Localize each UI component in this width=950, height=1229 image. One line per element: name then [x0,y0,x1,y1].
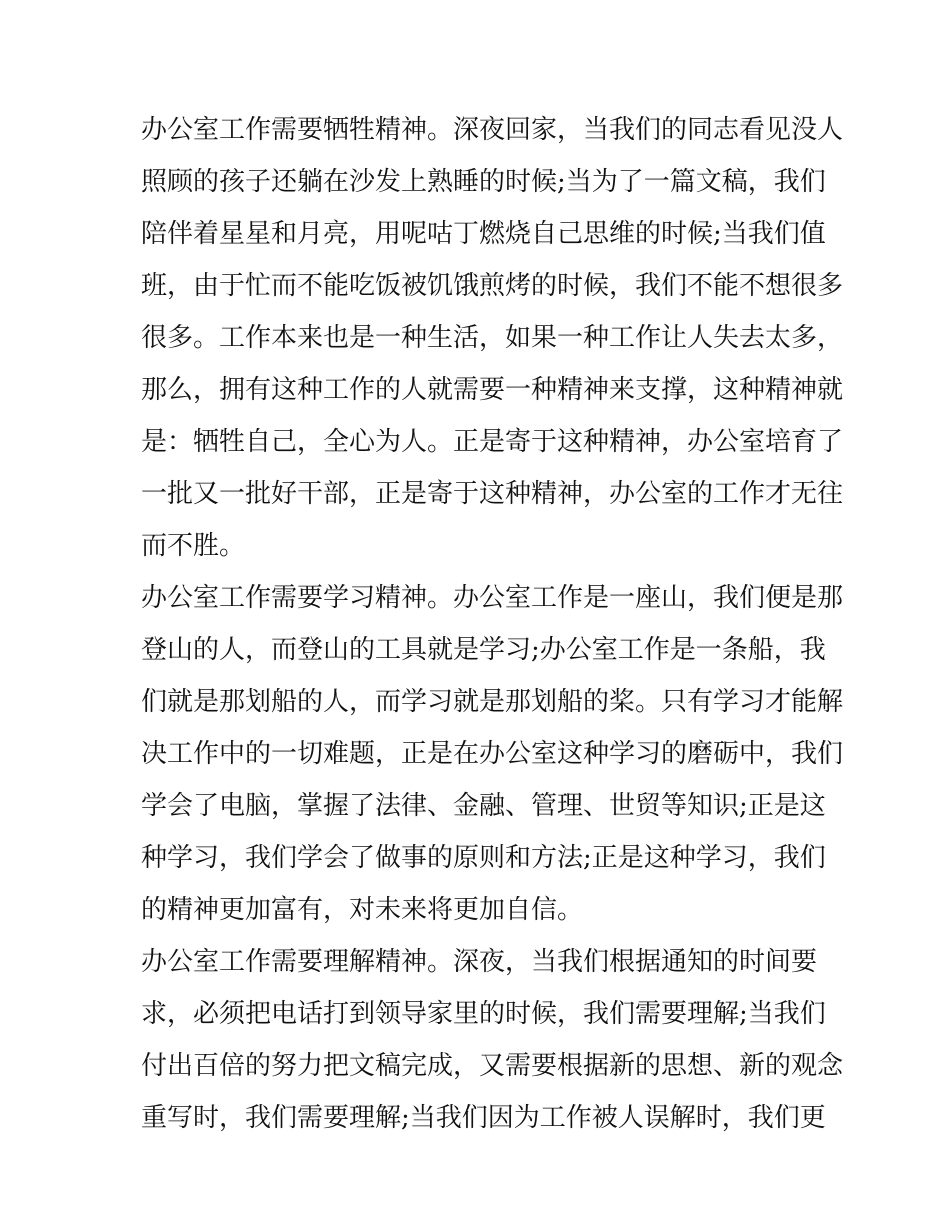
text-line: 决工作中的一切难题，正是在办公室这种学习的磨砺中，我们 [141,739,844,769]
text-line: 一批又一批好干部，正是寄于这种精神，办公室的工作才无往 [141,479,844,509]
text-line: 的精神更加富有，对未来将更加自信。 [141,895,584,925]
text-line: 办公室工作需要理解精神。深夜，当我们根据通知的时间要 [141,947,818,977]
text-line: 很多。工作本来也是一种生活，如果一种工作让人失去太多， [141,323,844,353]
text-line: 学会了电脑，掌握了法律、金融、管理、世贸等知识;正是这 [141,791,826,821]
text-line: 登山的人，而登山的工具就是学习;办公室工作是一条船，我 [141,635,826,665]
text-line: 种学习，我们学会了做事的原则和方法;正是这种学习，我们 [141,843,826,873]
text-line: 们就是那划船的人，而学习就是那划船的桨。只有学习才能解 [141,687,844,717]
text-line: 照顾的孩子还躺在沙发上熟睡的时候;当为了一篇文稿，我们 [141,167,826,197]
text-line: 求，必须把电话打到领导家里的时候，我们需要理解;当我们 [141,999,826,1029]
text-line: 那么，拥有这种工作的人就需要一种精神来支撑，这种精神就 [141,375,844,405]
text-line: 是：牺牲自己，全心为人。正是寄于这种精神，办公室培育了 [141,427,844,457]
text-line: 陪伴着星星和月亮，用呢咕丁燃烧自己思维的时候;当我们值 [141,219,826,249]
text-line: 而不胜。 [141,531,246,561]
text-line: 班，由于忙而不能吃饭被饥饿煎烤的时候，我们不能不想很多 [141,271,844,301]
text-line: 重写时，我们需要理解;当我们因为工作被人误解时，我们更 [141,1103,826,1133]
document-body [141,104,844,1144]
text-line: 办公室工作需要牺牲精神。深夜回家，当我们的同志看见没人 [141,115,844,145]
text-line: 付出百倍的努力把文稿完成，又需要根据新的思想、新的观念 [141,1051,844,1081]
text-line: 办公室工作需要学习精神。办公室工作是一座山，我们便是那 [141,583,844,613]
